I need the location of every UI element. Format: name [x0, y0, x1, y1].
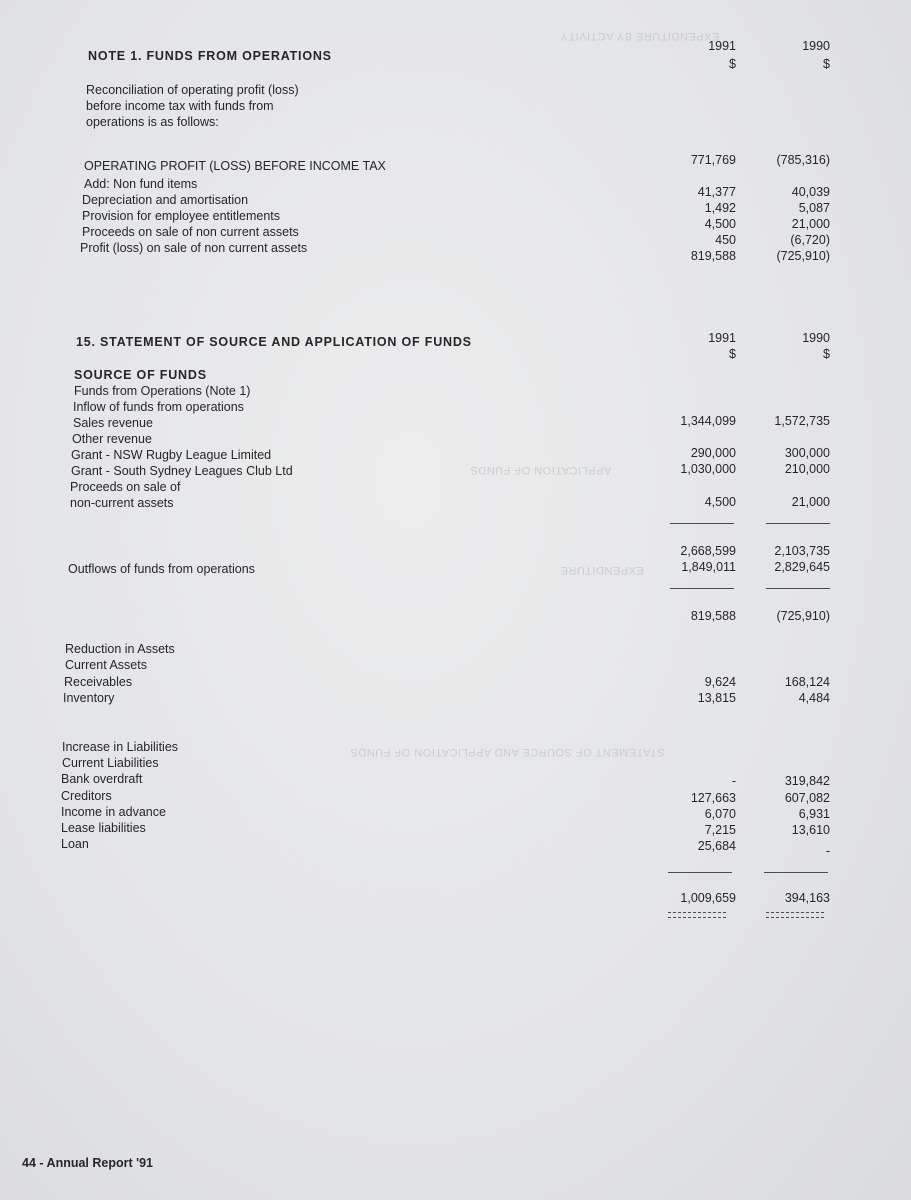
grant-south-1990: 210,000 — [784, 462, 830, 476]
sales-revenue-1990: 1,572,735 — [774, 414, 830, 428]
note1-row-label: Proceeds on sale of non current assets — [82, 225, 299, 239]
note1-row-1991: 4,500 — [704, 217, 736, 231]
source-of-funds-heading: SOURCE OF FUNDS — [74, 368, 207, 382]
note15-heading: 15. STATEMENT OF SOURCE AND APPLICATION OF FUNDS — [76, 335, 472, 349]
note1-intro-line: operations is as follows: — [86, 115, 219, 129]
liability-1990: 13,610 — [791, 823, 830, 837]
outflows-1990: 2,829,645 — [774, 560, 830, 574]
liability-1991: 7,215 — [704, 823, 736, 837]
receivables-1991: 9,624 — [704, 675, 736, 689]
total-rule-1991 — [668, 872, 732, 873]
subtotal-1991: 2,668,599 — [680, 544, 736, 558]
note1-row-1991: 450 — [715, 233, 736, 247]
liability-1990: 6,931 — [798, 807, 830, 821]
note1-row-label: Provision for employee entitlements — [82, 209, 281, 223]
total-1990: 394,163 — [784, 891, 830, 905]
note1-row-1990: 5,087 — [798, 201, 830, 215]
increase-line: Increase in Liabilities — [62, 740, 179, 754]
net-rule-1991 — [670, 588, 734, 589]
liability-1991: - — [731, 774, 736, 788]
note1-total-1991: 819,588 — [690, 249, 736, 263]
note1-year-1990: 1990 — [802, 39, 830, 53]
subtotal-rule-1991 — [670, 523, 734, 524]
note1-heading: NOTE 1. FUNDS FROM OPERATIONS — [88, 49, 332, 63]
note15-currency-1991: $ — [729, 347, 736, 361]
note1-row-1991: 771,769 — [690, 153, 736, 167]
note1-intro-line: before income tax with funds from — [86, 99, 274, 113]
note1-row-1990: 21,000 — [791, 217, 830, 231]
note1-currency-1990: $ — [823, 57, 830, 71]
grant-nsw-1990: 300,000 — [784, 446, 830, 460]
note1-row-1990: (785,316) — [776, 153, 830, 167]
other-revenue-label: Other revenue — [72, 432, 152, 446]
liability-1991: 25,684 — [697, 839, 736, 853]
liability-1991: 6,070 — [704, 807, 736, 821]
note1-intro-line: Reconciliation of operating profit (loss) — [86, 83, 299, 97]
sales-revenue-label: Sales revenue — [73, 416, 153, 430]
grant-nsw-label: Grant - NSW Rugby League Limited — [71, 448, 272, 462]
note1-row-label: Profit (loss) on sale of non current assets — [80, 241, 308, 255]
proceeds-1990: 21,000 — [791, 495, 830, 509]
show-through-text: EXPENDITURE BY ACTIVITY — [560, 30, 720, 42]
liability-1990: - — [825, 844, 830, 858]
liability-label: Loan — [61, 837, 89, 851]
note1-row-1990: (6,720) — [790, 233, 830, 247]
source-line: Funds from Operations (Note 1) — [74, 384, 251, 398]
proceeds-label: non-current assets — [70, 496, 174, 510]
show-through-text: EXPENDITURE — [560, 564, 644, 576]
subtotal-rule-1990 — [766, 523, 830, 524]
grant-south-1991: 1,030,000 — [680, 462, 736, 476]
grant-nsw-1991: 290,000 — [690, 446, 736, 460]
source-line: Inflow of funds from operations — [73, 400, 244, 414]
subtotal-1990: 2,103,735 — [774, 544, 830, 558]
total-1991: 1,009,659 — [680, 891, 736, 905]
note1-row-1991: 1,492 — [704, 201, 736, 215]
page-footer: 44 - Annual Report '91 — [22, 1156, 154, 1170]
inventory-1991: 13,815 — [697, 691, 736, 705]
outflows-label: Outflows of funds from operations — [68, 562, 255, 576]
note1-year-1991: 1991 — [708, 39, 736, 53]
liability-1990: 319,842 — [784, 774, 830, 788]
proceeds-1991: 4,500 — [704, 495, 736, 509]
note1-row-label: Add: Non fund items — [84, 177, 198, 191]
inventory-1990: 4,484 — [798, 691, 830, 705]
grant-south-label: Grant - South Sydney Leagues Club Ltd — [71, 464, 293, 478]
note1-row-label: Depreciation and amortisation — [82, 193, 249, 207]
note15-year-1990: 1990 — [802, 331, 830, 345]
reduction-line: Current Assets — [65, 658, 147, 672]
proceeds-label: Proceeds on sale of — [70, 480, 181, 494]
reduction-line: Reduction in Assets — [65, 642, 175, 656]
liability-label: Bank overdraft — [61, 772, 143, 786]
show-through-text: STATEMENT OF SOURCE AND APPLICATION OF FUNDS — [350, 746, 665, 758]
receivables-1990: 168,124 — [784, 675, 830, 689]
note1-total-1990: (725,910) — [776, 249, 830, 263]
show-through-text: APPLICATION OF FUNDS — [470, 464, 612, 476]
net-rule-1990 — [766, 588, 830, 589]
liability-label: Creditors — [61, 789, 112, 803]
total-double-rule-1990 — [766, 912, 824, 918]
liability-1990: 607,082 — [784, 791, 830, 805]
increase-line: Current Liabilities — [62, 756, 159, 770]
receivables-label: Receivables — [64, 675, 133, 689]
note1-row-1991: 41,377 — [697, 185, 736, 199]
note15-year-1991: 1991 — [708, 331, 736, 345]
net-funds-1990: (725,910) — [776, 609, 830, 623]
note15-currency-1990: $ — [823, 347, 830, 361]
inventory-label: Inventory — [63, 691, 115, 705]
note1-row-label: OPERATING PROFIT (LOSS) BEFORE INCOME TAX — [84, 159, 386, 173]
sales-revenue-1991: 1,344,099 — [680, 414, 736, 428]
outflows-1991: 1,849,011 — [681, 560, 736, 574]
liability-label: Lease liabilities — [61, 821, 146, 835]
liability-1991: 127,663 — [690, 791, 736, 805]
total-rule-1990 — [764, 872, 828, 873]
total-double-rule-1991 — [668, 912, 726, 918]
note1-currency-1991: $ — [729, 57, 736, 71]
note1-row-1990: 40,039 — [791, 185, 830, 199]
net-funds-1991: 819,588 — [690, 609, 736, 623]
liability-label: Income in advance — [61, 805, 166, 819]
